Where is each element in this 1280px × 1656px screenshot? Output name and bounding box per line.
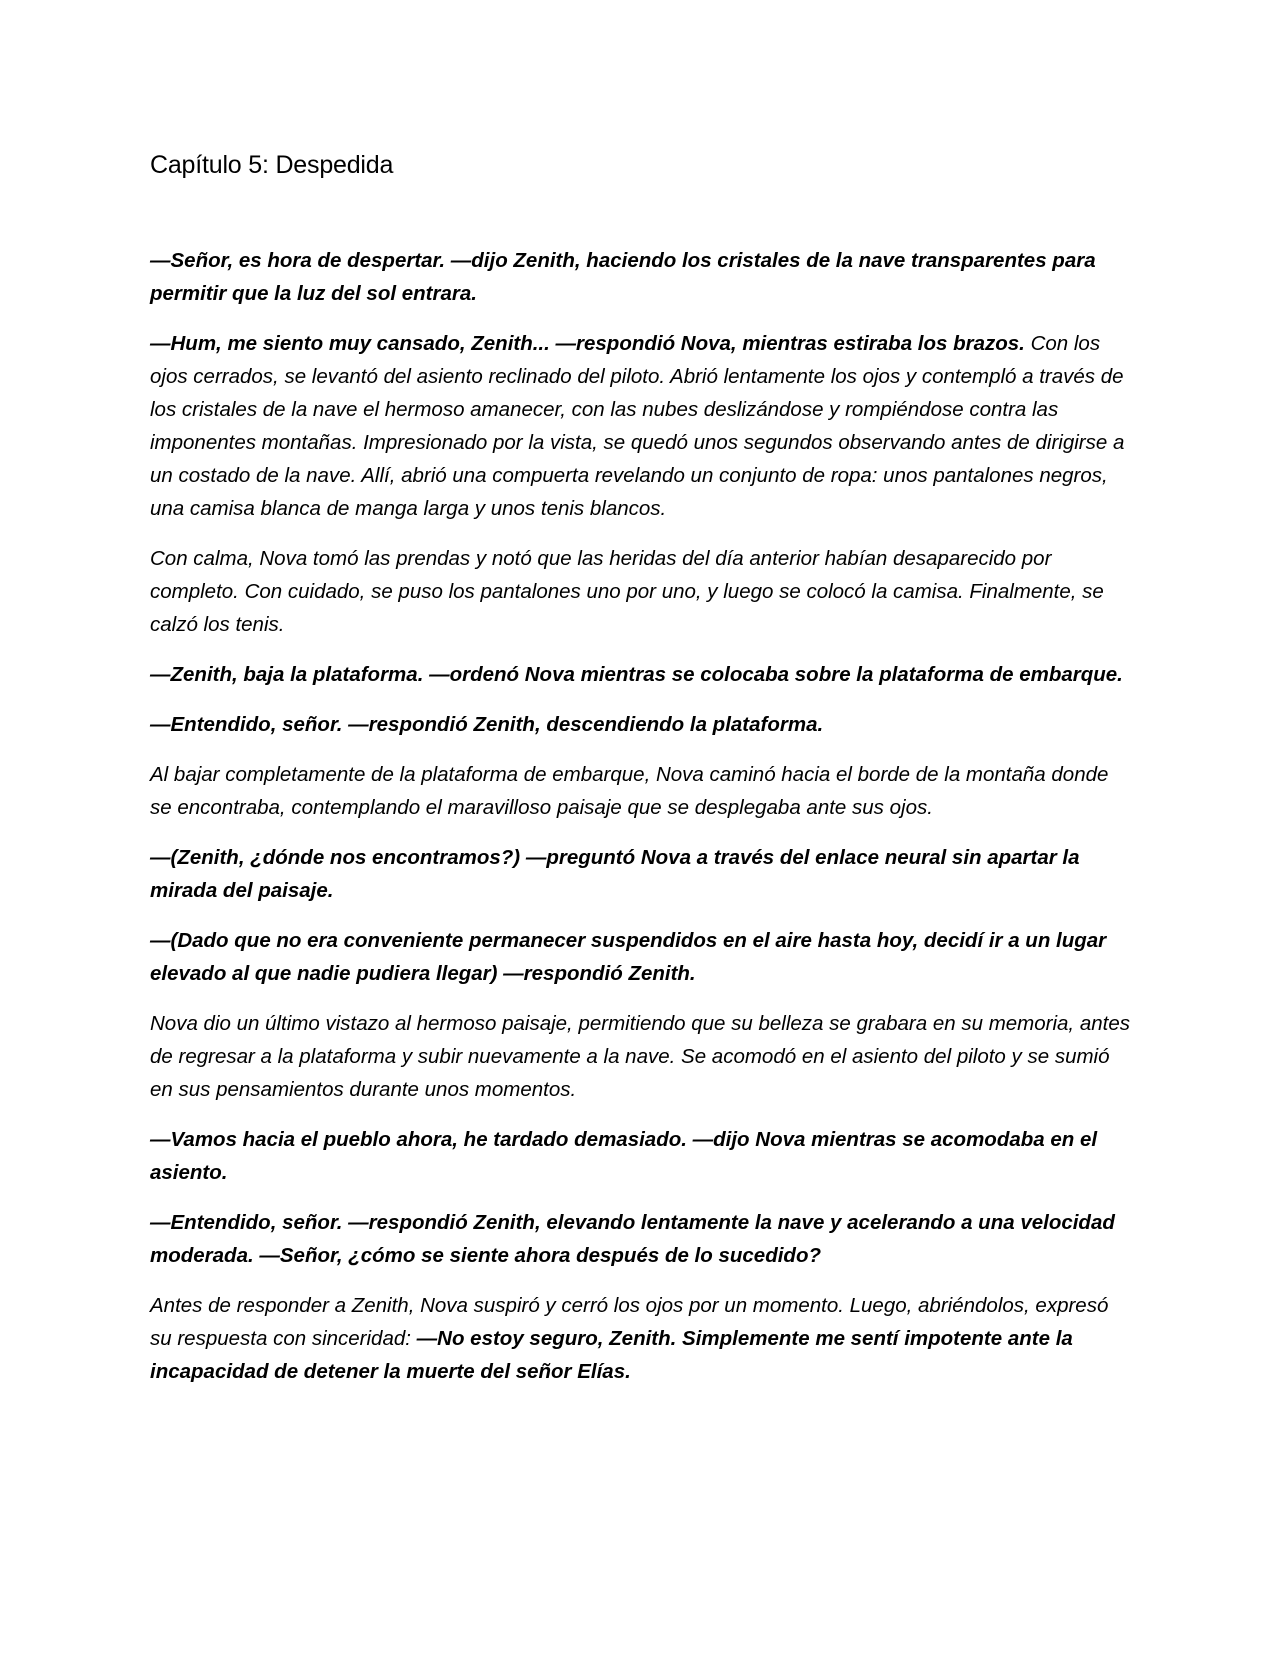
narration-text: Antes de responder a Zenith, Nova suspiró y cerró los ojos por un momento. Luego, abriéndolos, expresó su respuesta con sinceridad:	[150, 1294, 1109, 1350]
document-page	[150, 150, 1130, 1405]
chapter-title: Capítulo 5: Despedida	[150, 151, 394, 179]
dialogue-text: —Entendido, señor. —respondió Zenith, elevando lentamente la nave y acelerando a una velocidad moderada. —Señor, ¿cómo se siente ahora después de lo sucedido?	[150, 1211, 1115, 1267]
paragraph	[150, 327, 1130, 525]
paragraph	[150, 658, 1130, 691]
paragraph	[150, 841, 1130, 907]
dialogue-text: —Entendido, señor. —respondió Zenith, descendiendo la plataforma.	[150, 713, 824, 736]
paragraph	[150, 1123, 1130, 1189]
narration-text: Con los ojos cerrados, se levantó del asiento reclinado del piloto. Abrió lentamente los ojos y contempló a través de los cristales de la nave el hermoso amanecer, con las nubes deslizándose y rompiéndose contra las imponentes montañas. Impresionado por la vista, se quedó unos segundos observando antes de dirigirse a un costado de la nave. Allí, abrió una compuerta revelando un conjunto de ropa: unos pantalones negros, una camisa blanca de manga larga y unos tenis blancos.	[150, 332, 1125, 520]
dialogue-text: —(Dado que no era conveniente permanecer suspendidos en el aire hasta hoy, decidí ir a un lugar elevado al que nadie pudiera llegar) —respondió Zenith.	[150, 929, 1107, 985]
dialogue-text: —Vamos hacia el pueblo ahora, he tardado demasiado. —dijo Nova mientras se acomodaba en el asiento.	[150, 1128, 1098, 1184]
paragraph	[150, 924, 1130, 990]
paragraph	[150, 758, 1130, 824]
paragraph	[150, 1289, 1130, 1388]
paragraph	[150, 1206, 1130, 1272]
narration-text: Al bajar completamente de la plataforma de embarque, Nova caminó hacia el borde de la montaña donde se encontraba, contemplando el maravilloso paisaje que se desplegaba ante sus ojos.	[150, 763, 1109, 819]
narration-text: Con calma, Nova tomó las prendas y notó que las heridas del día anterior habían desaparecido por completo. Con cuidado, se puso los pantalones uno por uno, y luego se colocó la camisa. Finalmente, se calzó los tenis.	[150, 547, 1104, 636]
dialogue-text: —No estoy seguro, Zenith. Simplemente me sentí impotente ante la incapacidad de detener la muerte del señor Elías.	[150, 1327, 1073, 1383]
paragraph	[150, 1007, 1130, 1106]
dialogue-text: —(Zenith, ¿dónde nos encontramos?) —preguntó Nova a través del enlace neural sin apartar la mirada del paisaje.	[150, 846, 1080, 902]
dialogue-text: —Zenith, baja la plataforma. —ordenó Nova mientras se colocaba sobre la plataforma de embarque.	[150, 663, 1123, 686]
narration-text: Nova dio un último vistazo al hermoso paisaje, permitiendo que su belleza se grabara en su memoria, antes de regresar a la plataforma y subir nuevamente a la nave. Se acomodó en el asiento del piloto y se sumió en sus pensamientos durante unos momentos.	[150, 1012, 1130, 1101]
chapter-body	[150, 244, 1130, 1388]
paragraph	[150, 542, 1130, 641]
paragraph	[150, 244, 1130, 310]
dialogue-text: —Señor, es hora de despertar. —dijo Zenith, haciendo los cristales de la nave transparentes para permitir que la luz del sol entrara.	[150, 249, 1096, 305]
dialogue-text: —Hum, me siento muy cansado, Zenith... —respondió Nova, mientras estiraba los brazos.	[150, 332, 1025, 355]
paragraph	[150, 708, 1130, 741]
